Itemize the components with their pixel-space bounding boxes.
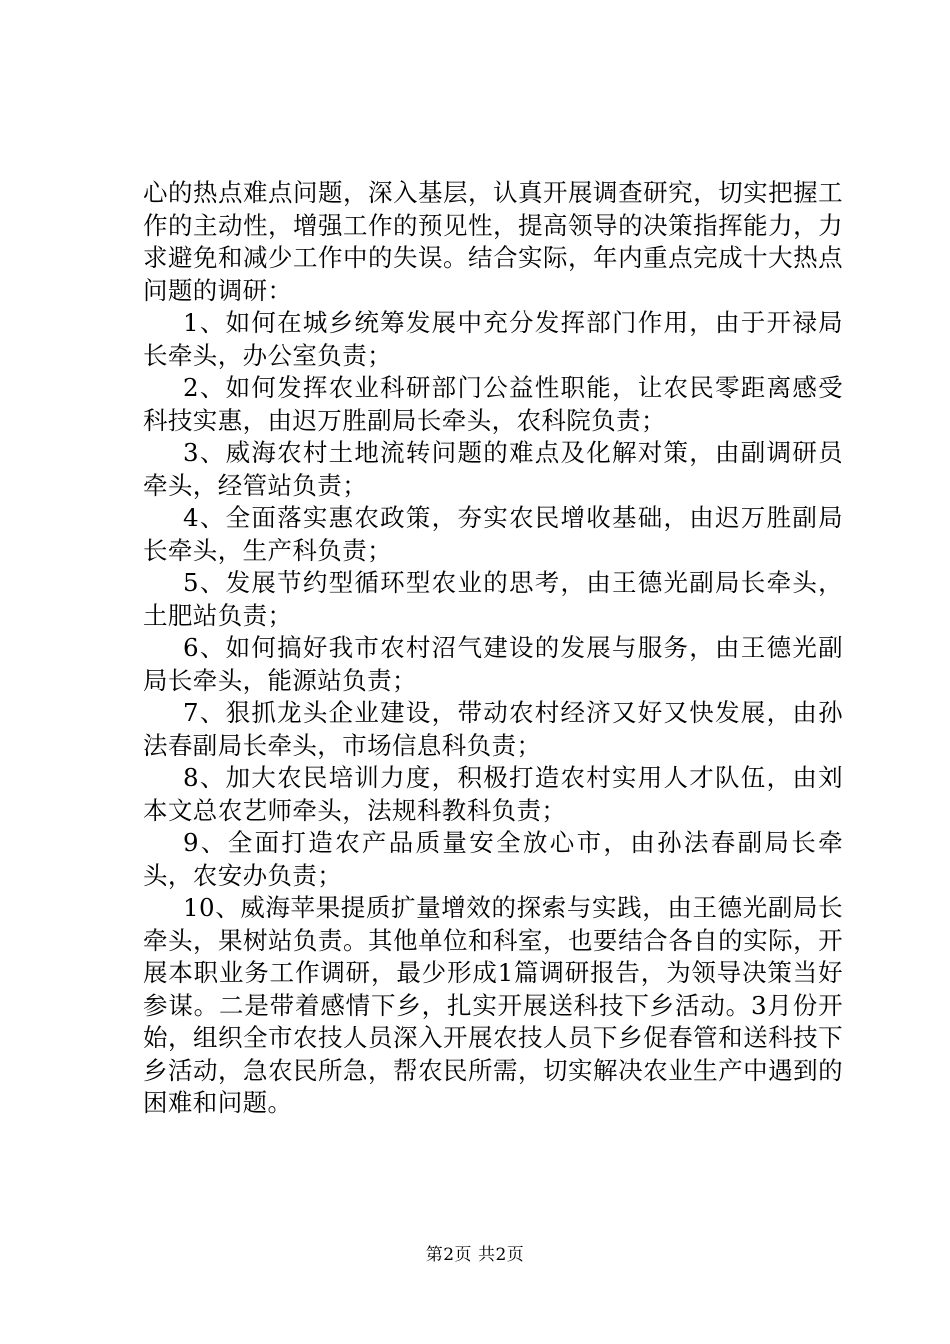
list-item-7: 7、狠抓龙头企业建设，带动农村经济又好又快发展，由孙法春副局长牵头，市场信息科负责； <box>143 698 843 760</box>
list-item-4: 4、全面落实惠农政策，夯实农民增收基础，由迟万胜副局长牵头，生产科负责； <box>143 503 843 565</box>
list-item-6: 6、如何搞好我市农村沼气建设的发展与服务，由王德光副局长牵头，能源站负责； <box>143 633 843 695</box>
list-item-8: 8、加大农民培训力度，积极打造农村实用人才队伍，由刘本文总农艺师牵头，法规科教科负责； <box>143 763 843 825</box>
list-item-5: 5、发展节约型循环型农业的思考，由王德光副局长牵头，土肥站负责； <box>143 568 843 630</box>
paragraph-continuation: 心的热点难点问题，深入基层，认真开展调查研究，切实把握工作的主动性，增强工作的预见性，提高领导的决策指挥能力，力求避免和减少工作中的失误。结合实际，年内重点完成十大热点问题的调研： <box>143 178 843 305</box>
list-item-2: 2、如何发挥农业科研部门公益性职能，让农民零距离感受科技实惠，由迟万胜副局长牵头，农科院负责； <box>143 373 843 435</box>
list-item-9: 9、全面打造农产品质量安全放心市，由孙法春副局长牵头，农安办负责； <box>143 828 843 890</box>
list-item-1: 1、如何在城乡统筹发展中充分发挥部门作用，由于开禄局长牵头，办公室负责； <box>143 308 843 370</box>
page-footer: 第2页 共2页 <box>425 1245 525 1265</box>
list-item-3: 3、威海农村土地流转问题的难点及化解对策，由副调研员牵头，经管站负责； <box>143 438 843 500</box>
document-body <box>143 177 843 1120</box>
list-item-10: 10、威海苹果提质扩量增效的探索与实践，由王德光副局长牵头，果树站负责。其他单位和科室，也要结合各自的实际，开展本职业务工作调研，最少形成1篇调研报告，为领导决策当好参谋。二是带着感情下乡，扎实开展送科技下乡活动。3月份开始，组织全市农技人员深入开展农技人员下乡促春管和送科技下乡活动，急农民所急，帮农民所需，切实解决农业生产中遇到的困难和问题。 <box>143 893 843 1117</box>
